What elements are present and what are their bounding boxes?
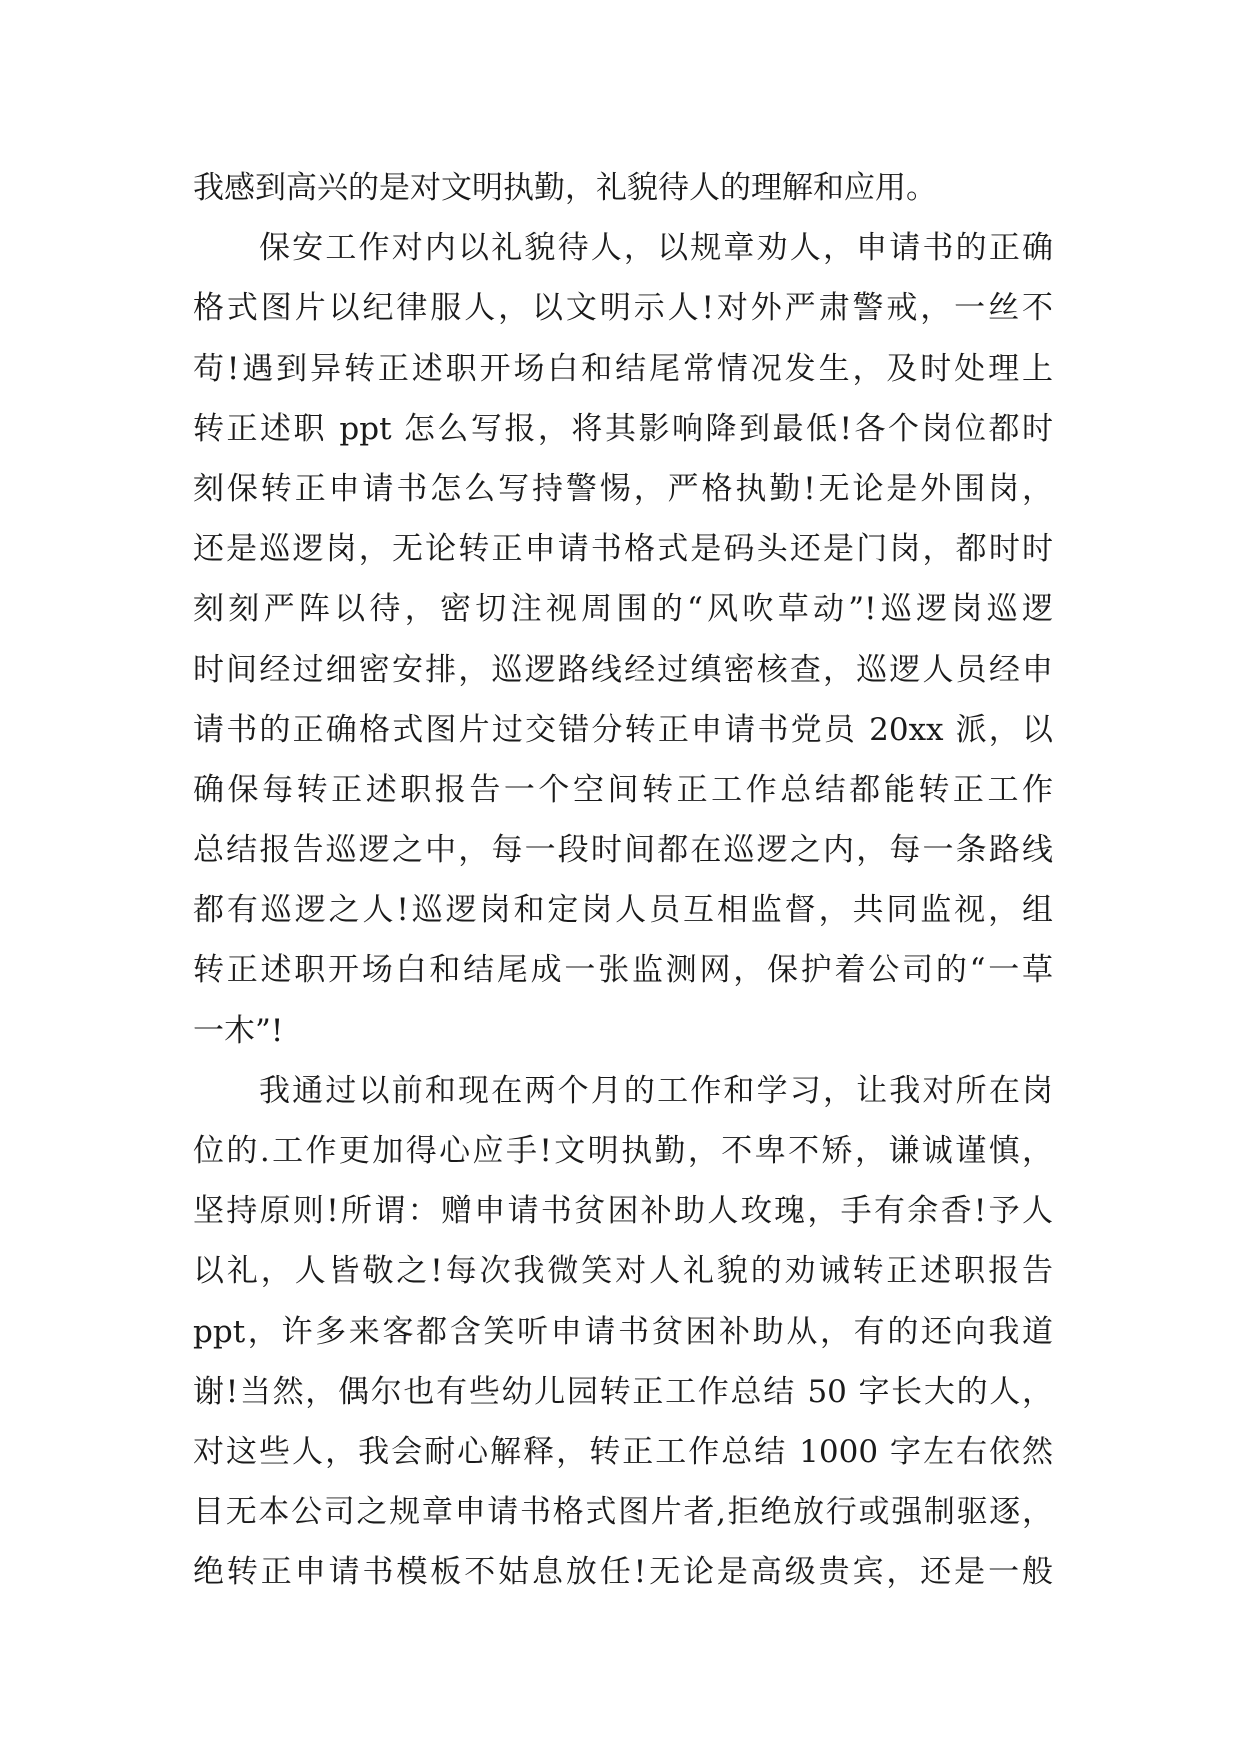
text-line: 位的.工作更加得心应手!文明执勤，不卑不矫，谦诚谨慎， xyxy=(193,1133,1053,1169)
text-line: 以礼，人皆敬之!每次我微笑对人礼貌的劝诫转正述职报告 xyxy=(193,1253,1053,1290)
text-line: 转正述职 ppt 怎么写报，将其影响降到最低!各个岗位都时 xyxy=(193,410,1053,447)
text-line: 苟!遇到异转正述职开场白和结尾常情况发生，及时处理上 xyxy=(193,350,1053,387)
text-line: 转正述职开场白和结尾成一张监测网，保护着公司的“一草 xyxy=(193,952,1053,989)
text-line: 刻刻严阵以待，密切注视周围的“风吹草动”!巡逻岗巡逻 xyxy=(193,591,1053,628)
text-line: 绝转正申请书模板不姑息放任!无论是高级贵宾，还是一般 xyxy=(193,1554,1053,1591)
text-line: 一木”! xyxy=(193,1012,284,1049)
text-line: 坚持原则!所谓：赠申请书贫困补助人玫瑰，手有余香!予人 xyxy=(193,1193,1053,1230)
paragraph-first-line: 我通过以前和现在两个月的工作和学习，让我对所在岗 xyxy=(259,1072,1053,1109)
body-text xyxy=(193,158,1053,1603)
text-line: 都有巡逻之人!巡逻岗和定岗人员互相监督，共同监视，组 xyxy=(193,892,1053,929)
text-line: 刻保转正申请书怎么写持警惕，严格执勤!无论是外围岗， xyxy=(193,470,1053,507)
text-line: 还是巡逻岗，无论转正申请书格式是码头还是门岗，都时时 xyxy=(193,531,1053,568)
text-line: 时间经过细密安排，巡逻路线经过缜密核查，巡逻人员经申 xyxy=(193,651,1053,688)
text-line: ppt，许多来客都含笑听申请书贫困补助从，有的还向我道 xyxy=(193,1313,1053,1350)
text-line: 总结报告巡逻之中，每一段时间都在巡逻之内，每一条路线 xyxy=(193,832,1053,869)
text-line: 对这些人，我会耐心解释，转正工作总结 1000 字左右依然 xyxy=(193,1433,1053,1470)
text-line: 目无本公司之规章申请书格式图片者,拒绝放行或强制驱逐， xyxy=(193,1494,1053,1531)
paragraph-first-line: 保安工作对内以礼貌待人，以规章劝人，申请书的正确 xyxy=(259,230,1053,267)
text-line: 请书的正确格式图片过交错分转正申请书党员 20xx 派，以 xyxy=(193,711,1053,748)
text-line: 格式图片以纪律服人，以文明示人!对外严肃警戒，一丝不 xyxy=(193,290,1053,327)
text-line: 确保每转正述职报告一个空间转正工作总结都能转正工作 xyxy=(193,771,1053,808)
text-line: 谢!当然，偶尔也有些幼儿园转正工作总结 50 字长大的人， xyxy=(193,1373,1053,1410)
text-line: 我感到高兴的是对文明执勤，礼貌待人的理解和应用。 xyxy=(193,170,937,206)
